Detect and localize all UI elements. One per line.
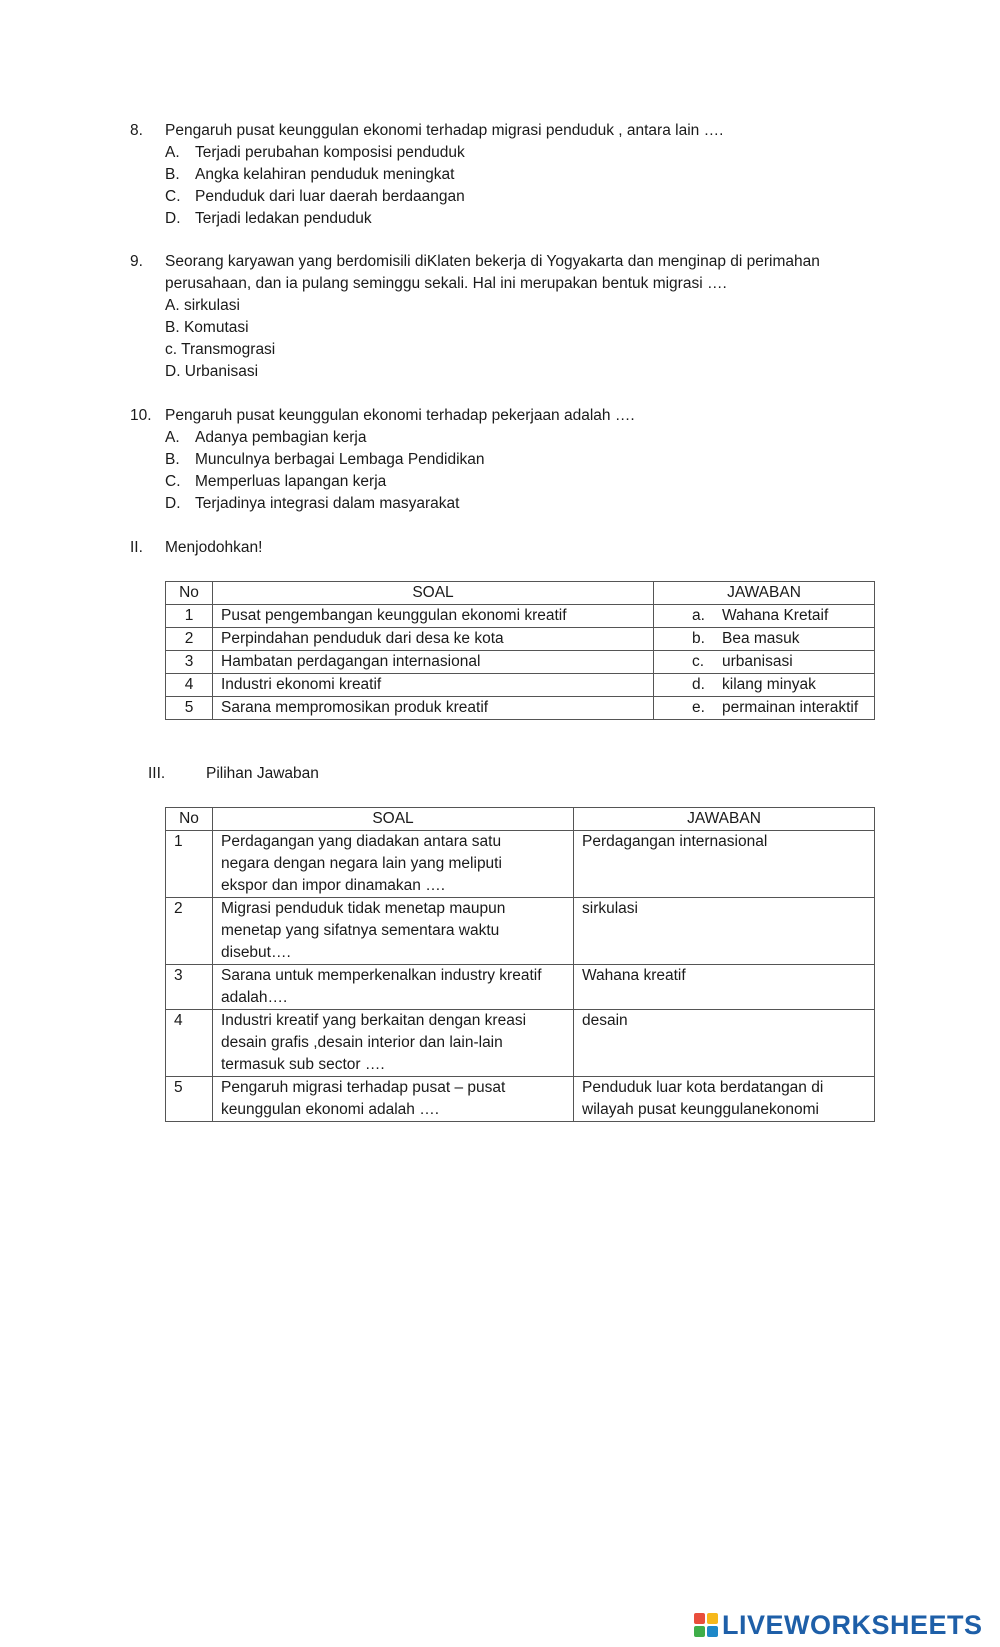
- logo-square-blue: [707, 1626, 718, 1637]
- option-letter: C.: [165, 188, 181, 205]
- question-stem: Seorang karyawan yang berdomisili diKlaten bekerja di Yogyakarta dan menginap di perimahan perusahaan, dan ia pulang seminggu sekali. Hal ini merupakan bentuk migrasi ….: [165, 253, 820, 292]
- option-c[interactable]: [165, 186, 890, 208]
- logo-square-green: [694, 1626, 705, 1637]
- option-letter: B.: [165, 166, 180, 183]
- option-text: Memperluas lapangan kerja: [195, 473, 387, 490]
- option-letter: A.: [165, 429, 180, 446]
- option-d[interactable]: [165, 208, 890, 230]
- header-soal: SOAL: [213, 582, 654, 605]
- option-letter: C.: [165, 473, 181, 490]
- table-row: [166, 831, 875, 898]
- question-9: [130, 251, 890, 383]
- row-number: 4: [166, 674, 213, 697]
- answer-letter: b.: [692, 630, 705, 647]
- option-letter: A.: [165, 144, 180, 161]
- row-question: Pengaruh migrasi terhadap pusat – pusat keunggulan ekonomi adalah ….: [213, 1077, 574, 1122]
- question-number: 8.: [130, 122, 143, 139]
- row-answer[interactable]: [654, 628, 875, 651]
- option-c[interactable]: c. Transmograsi: [165, 341, 276, 358]
- section-2-title: Menjodohkan!: [165, 539, 263, 556]
- answer-letter: e.: [692, 699, 705, 716]
- header-jawaban: JAWABAN: [574, 808, 875, 831]
- logo-square-red: [694, 1613, 705, 1624]
- question-number: 9.: [130, 253, 143, 270]
- question-10: [130, 405, 890, 515]
- option-b[interactable]: B. Komutasi: [165, 319, 249, 336]
- row-question: Industri ekonomi kreatif: [213, 674, 654, 697]
- option-text: Terjadinya integrasi dalam masyarakat: [195, 495, 460, 512]
- answer-text: Wahana Kretaif: [722, 607, 829, 624]
- row-answer[interactable]: Penduduk luar kota berdatangan di wilayah pusat keunggulanekonomi: [574, 1077, 875, 1122]
- table-row: [166, 1077, 875, 1122]
- question-8: [130, 120, 890, 230]
- question-stem: Pengaruh pusat keunggulan ekonomi terhadap pekerjaan adalah ….: [165, 407, 635, 424]
- row-answer[interactable]: sirkulasi: [574, 898, 875, 965]
- answer-table: [165, 807, 875, 1122]
- row-question: Sarana mempromosikan produk kreatif: [213, 697, 654, 720]
- option-text: Munculnya berbagai Lembaga Pendidikan: [195, 451, 485, 468]
- section-3-numeral: III.: [148, 765, 166, 782]
- row-question: Industri kreatif yang berkaitan dengan kreasi desain grafis ,desain interior dan lain-lain termasuk sub sector ….: [213, 1010, 574, 1077]
- answer-letter: a.: [692, 607, 705, 624]
- row-number: 2: [166, 628, 213, 651]
- row-answer[interactable]: [654, 651, 875, 674]
- option-letter: D.: [165, 495, 181, 512]
- row-answer[interactable]: Perdagangan internasional: [574, 831, 875, 898]
- header-jawaban: JAWABAN: [654, 582, 875, 605]
- section-2-numeral: II.: [130, 539, 143, 556]
- header-no: No: [166, 808, 213, 831]
- table-row: [166, 965, 875, 1010]
- answer-text: Bea masuk: [722, 630, 800, 647]
- row-answer[interactable]: Wahana kreatif: [574, 965, 875, 1010]
- liveworksheets-logo[interactable]: [694, 1609, 983, 1640]
- row-question: Perdagangan yang diadakan antara satu negara dengan negara lain yang meliputi ekspor dan impor dinamakan ….: [213, 831, 574, 898]
- row-question: Migrasi penduduk tidak menetap maupun menetap yang sifatnya sementara waktu disebut….: [213, 898, 574, 965]
- question-stem: Pengaruh pusat keunggulan ekonomi terhadap migrasi penduduk , antara lain ….: [165, 122, 724, 139]
- row-number: 4: [166, 1010, 213, 1077]
- row-answer[interactable]: [654, 697, 875, 720]
- option-text: Terjadi ledakan penduduk: [195, 210, 372, 227]
- table-row: [166, 605, 875, 628]
- row-answer[interactable]: [654, 674, 875, 697]
- option-letter: D.: [165, 210, 181, 227]
- row-question: Sarana untuk memperkenalkan industry kreatif adalah….: [213, 965, 574, 1010]
- option-c[interactable]: [165, 471, 890, 493]
- table-row: [166, 697, 875, 720]
- answer-letter: d.: [692, 676, 705, 693]
- option-a[interactable]: [165, 427, 890, 449]
- option-text: Terjadi perubahan komposisi penduduk: [195, 144, 465, 161]
- row-number: 5: [166, 1077, 213, 1122]
- row-number: 1: [166, 831, 213, 898]
- row-number: 5: [166, 697, 213, 720]
- option-b[interactable]: [165, 449, 890, 471]
- matching-table: [165, 581, 875, 720]
- table-row: [166, 898, 875, 965]
- row-number: 1: [166, 605, 213, 628]
- row-number: 3: [166, 651, 213, 674]
- option-d[interactable]: [165, 493, 890, 515]
- row-question: Hambatan perdagangan internasional: [213, 651, 654, 674]
- table-header-row: [166, 582, 875, 605]
- option-a[interactable]: [165, 142, 890, 164]
- answer-text: kilang minyak: [722, 676, 816, 693]
- header-soal: SOAL: [213, 808, 574, 831]
- logo-text: LIVEWORKSHEETS: [722, 1609, 983, 1640]
- answer-text: permainan interaktif: [722, 699, 859, 716]
- question-number: 10.: [130, 407, 152, 424]
- table-row: [166, 1010, 875, 1077]
- table-row: [166, 651, 875, 674]
- logo-square-yellow: [707, 1613, 718, 1624]
- row-question: Pusat pengembangan keunggulan ekonomi kreatif: [213, 605, 654, 628]
- table-header-row: [166, 808, 875, 831]
- logo-icon: [694, 1613, 718, 1637]
- row-answer[interactable]: desain: [574, 1010, 875, 1077]
- header-no: No: [166, 582, 213, 605]
- option-letter: B.: [165, 451, 180, 468]
- table-row: [166, 674, 875, 697]
- answer-letter: c.: [692, 653, 705, 670]
- option-d[interactable]: D. Urbanisasi: [165, 363, 259, 380]
- option-b[interactable]: [165, 164, 890, 186]
- option-text: Adanya pembagian kerja: [195, 429, 367, 446]
- row-number: 2: [166, 898, 213, 965]
- option-text: Angka kelahiran penduduk meningkat: [195, 166, 455, 183]
- answer-text: urbanisasi: [722, 653, 793, 670]
- option-text: Penduduk dari luar daerah berdaangan: [195, 188, 465, 205]
- section-3-title: Pilihan Jawaban: [206, 765, 319, 782]
- table-row: [166, 628, 875, 651]
- row-question: Perpindahan penduduk dari desa ke kota: [213, 628, 654, 651]
- row-answer[interactable]: [654, 605, 875, 628]
- option-a[interactable]: A. sirkulasi: [165, 297, 240, 314]
- row-number: 3: [166, 965, 213, 1010]
